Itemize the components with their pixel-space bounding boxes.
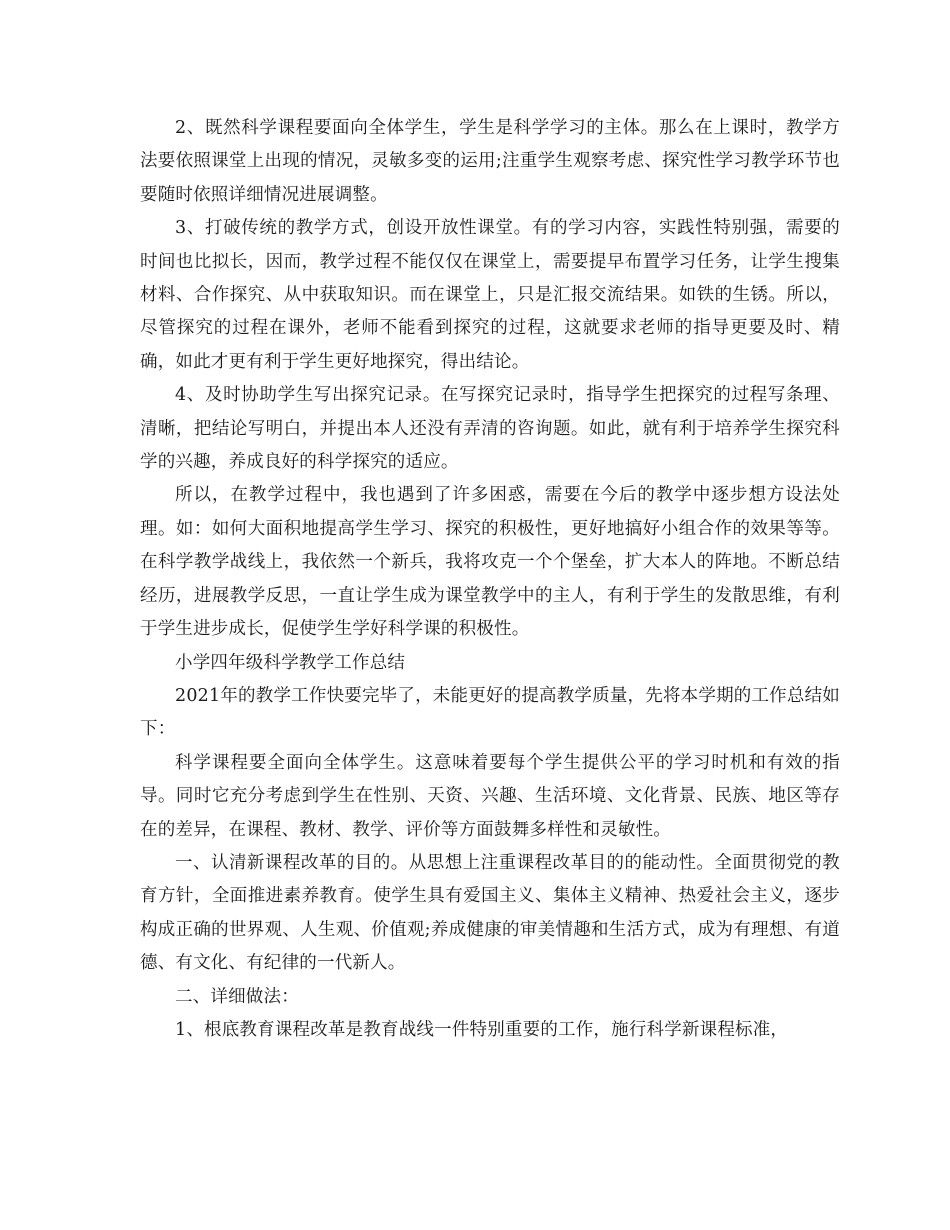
paragraph-intro: 2021年的教学工作快要完毕了，未能更好的提高教学质量，先将本学期的工作总结如下： <box>140 685 840 740</box>
paragraph-point-3: 3、打破传统的教学方式，创设开放性课堂。有的学习内容，实践性特别强，需要的时间也比拟长，因而，教学过程不能仅仅在课堂上，需要提早布置学习任务，让学生搜集材料、合作探究、从中获取知识。而在课堂上，只是汇报交流结果。如铁的生锈。所以，尽管探究的过程在课外，老师不能看到探究的过程，这就要求老师的指导更要及时、精确，如此才更有利于学生更好地探究，得出结论。 <box>140 218 840 372</box>
paragraph-section-one: 一、认清新课程改革的目的。从思想上注重课程改革目的的能动性。全面贯彻党的教育方针，全面推进素养教育。使学生具有爱国主义、集体主义精神、热爱社会主义，逐步构成正确的世界观、人生观、价值观;养成健康的审美情趣和生活方式，成为有理想、有道德、有文化、有纪律的一代新人。 <box>140 852 840 974</box>
paragraph-conclusion: 所以，在教学过程中，我也遇到了许多困惑，需要在今后的教学中逐步想方设法处理。如：如何大面积地提高学生学习、探究的积极性，更好地搞好小组合作的效果等等。在科学教学战线上，我依然一个新兵，我将攻克一个个堡垒，扩大本人的阵地。不断总结经历，进展教学反思，一直让学生成为课堂教学中的主人，有利于学生的发散思维，有利于学生进步成长，促使学生学好科学课的积极性。 <box>140 485 840 640</box>
heading-section-two: 二、详细做法： <box>175 986 299 1007</box>
paragraph-point-2: 2、既然科学课程要面向全体学生，学生是科学学习的主体。那么在上课时，教学方法要依照课堂上出现的情况，灵敏多变的运用;注重学生观察考虑、探究性学习教学环节也要随时依照详细情况进展调整。 <box>140 118 840 205</box>
paragraph-section-two-item-1: 1、根底教育课程改革是教育战线一件特别重要的工作，施行科学新课程标准， <box>175 1019 789 1040</box>
paragraph-point-4: 4、及时协助学生写出探究记录。在写探究记录时，指导学生把探究的过程写条理、清晰，把结论写明白，并提出本人还没有弄清的咨询题。如此，就有利于培养学生探究科学的兴趣，养成良好的科学探究的适应。 <box>140 385 840 473</box>
section-title: 小学四年级科学教学工作总结 <box>175 652 406 673</box>
document-body <box>140 112 840 1047</box>
paragraph-curriculum: 科学课程要全面向全体学生。这意味着要每个学生提供公平的学习时机和有效的指导。同时它充分考虑到学生在性别、天资、兴趣、生活环境、文化背景、民族、地区等存在的差异，在课程、教材、教学、评价等方面鼓舞多样性和灵敏性。 <box>140 752 840 840</box>
